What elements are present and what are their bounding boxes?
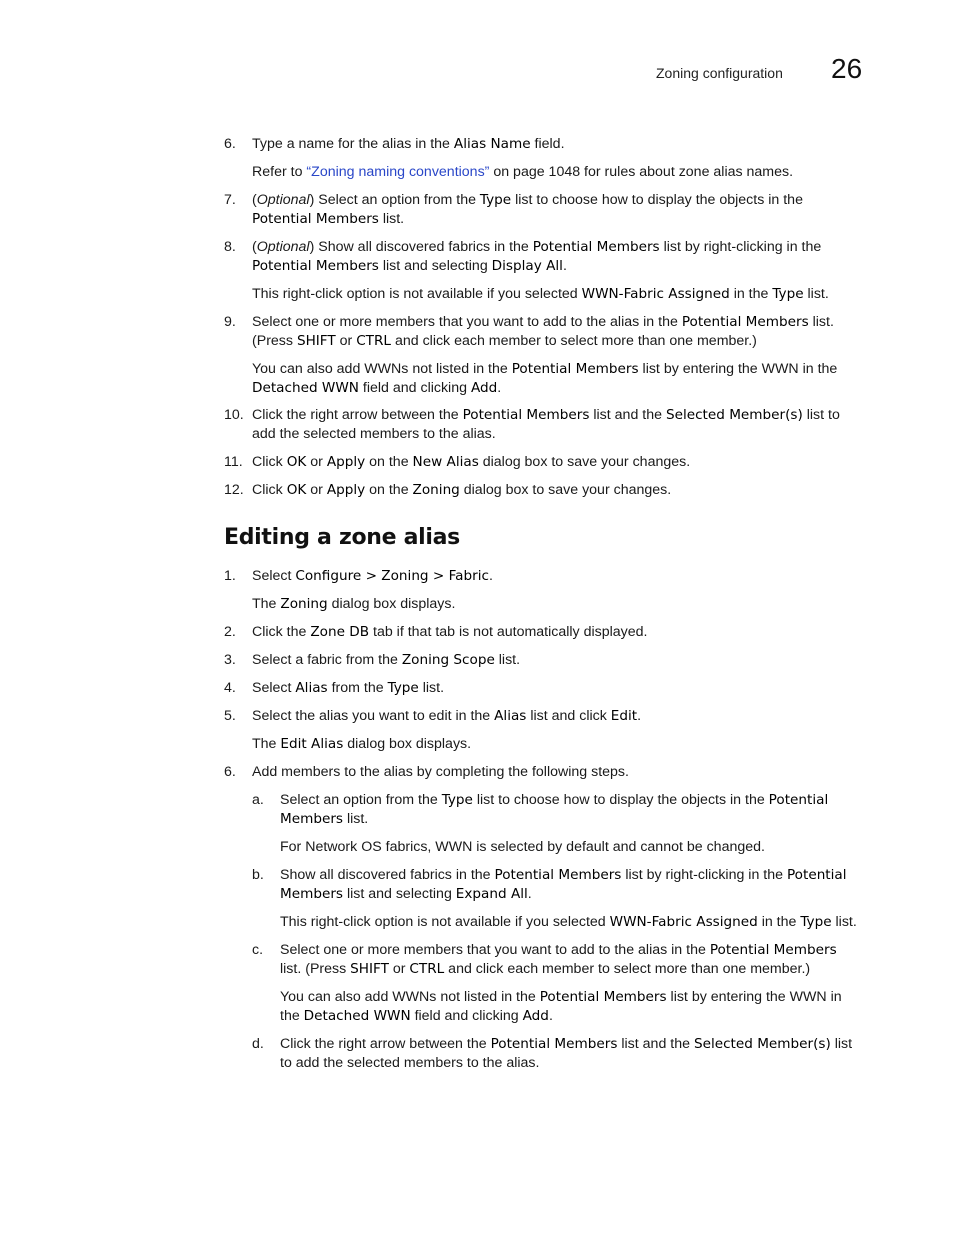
substep-c: Select one or more members that you want to add to the alias in the Potential Members list. (Press SHIFT or CTRL and click each member to select more than one member.) [280, 942, 837, 977]
step-number: 5. [224, 708, 236, 724]
substep-letter: c. [252, 942, 264, 958]
substep-letter: a. [252, 792, 264, 808]
step-6: Add members to the alias by completing the following steps. [252, 764, 629, 780]
step-8: (Optional) Show all discovered fabrics in the Potential Members list by right-clicking in the Potential Members list and selecting Display All. [252, 239, 822, 274]
substep-b-note: This right-click option is not available if you selected WWN-Fabric Assigned in the Type list. [280, 914, 857, 930]
step-6-note: Refer to “Zoning naming conventions” on page 1048 for rules about zone alias names. [252, 164, 794, 180]
step-8-note: This right-click option is not available if you selected WWN-Fabric Assigned in the Type list. [252, 286, 829, 302]
step-6: Type a name for the alias in the Alias Name field. [252, 136, 565, 152]
step-number: 3. [224, 652, 236, 668]
substep-d: Click the right arrow between the Potential Members list and the Selected Member(s) list to add the selected members to the alias. [280, 1036, 853, 1071]
step-9: Select one or more members that you want to add to the alias in the Potential Members list. (Press SHIFT or CTRL and click each member to select more than one member.) [252, 314, 834, 349]
step-3: Select a fabric from the Zoning Scope list. [252, 652, 521, 668]
step-10: Click the right arrow between the Potential Members list and the Selected Member(s) list to add the selected members to the alias. [252, 407, 840, 442]
step-9-note: You can also add WWNs not listed in the Potential Members list by entering the WWN in the Detached WWN field and clicking Add. [252, 361, 838, 396]
step-2: Click the Zone DB tab if that tab is not automatically displayed. [252, 624, 648, 640]
step-number: 1. [224, 568, 236, 584]
step-number: 9. [224, 314, 236, 330]
step-number: 12. [224, 482, 244, 498]
step-5-note: The Edit Alias dialog box displays. [252, 736, 472, 752]
substep-a-note: For Network OS fabrics, WWN is selected by default and cannot be changed. [280, 839, 765, 855]
step-number: 4. [224, 680, 236, 696]
step-11: Click OK or Apply on the New Alias dialog box to save your changes. [252, 454, 691, 470]
step-12: Click OK or Apply on the Zoning dialog box to save your changes. [252, 482, 672, 498]
step-number: 6. [224, 764, 236, 780]
section-heading: Zoning configuration [656, 65, 783, 81]
chapter-number: 26 [831, 53, 863, 84]
step-1-note: The Zoning dialog box displays. [252, 596, 456, 612]
substep-a: Select an option from the Type list to choose how to display the objects in the Potential Members list. [280, 792, 829, 827]
step-number: 2. [224, 624, 236, 640]
step-7: (Optional) Select an option from the Type list to choose how to display the objects in the Potential Members list. [252, 192, 803, 227]
step-5: Select the alias you want to edit in the Alias list and click Edit. [252, 708, 642, 724]
step-4: Select Alias from the Type list. [252, 680, 445, 696]
section-title: Editing a zone alias [224, 525, 460, 550]
step-number: 11. [224, 454, 243, 470]
substep-letter: b. [252, 867, 264, 883]
substep-letter: d. [252, 1036, 264, 1052]
substep-c-note: You can also add WWNs not listed in the Potential Members list by entering the WWN in the Detached WWN field and clicking Add. [280, 989, 842, 1024]
cross-reference-link[interactable]: “Zoning naming conventions” [306, 164, 490, 180]
step-1: Select Configure > Zoning > Fabric. [252, 568, 493, 584]
step-number: 6. [224, 136, 236, 152]
step-number: 10. [224, 407, 244, 423]
step-number: 7. [224, 192, 236, 208]
substep-b: Show all discovered fabrics in the Potential Members list by right-clicking in the Potential Members list and selecting Expand All. [280, 867, 847, 902]
step-number: 8. [224, 239, 236, 255]
